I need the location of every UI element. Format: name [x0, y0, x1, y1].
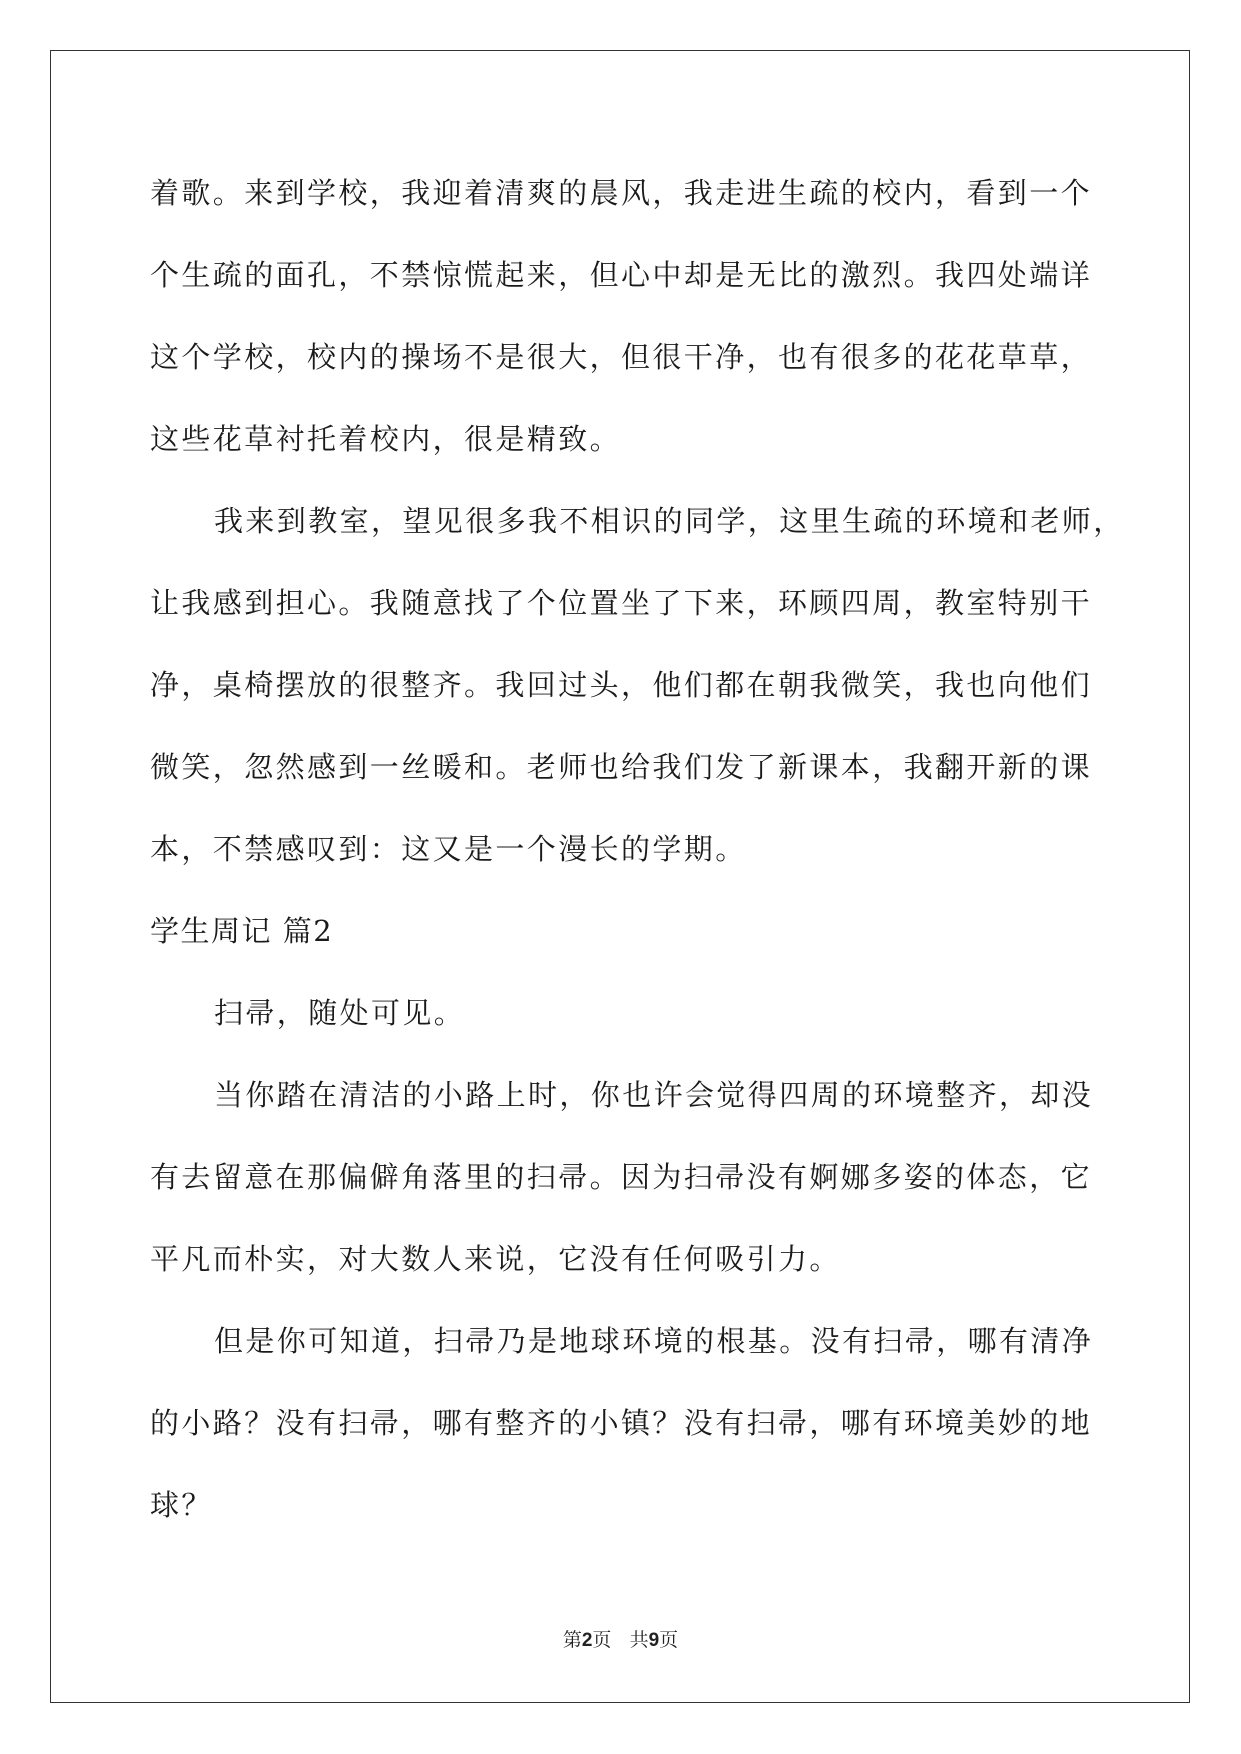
text-line: 净，桌椅摆放的很整齐。我回过头，他们都在朝我微笑，我也向他们: [150, 668, 1093, 702]
text-line: 当你踏在清洁的小路上时，你也许会觉得四周的环境整齐，却没: [214, 1078, 1094, 1112]
text-line: 平凡而朴实，对大数人来说，它没有任何吸引力。: [150, 1242, 841, 1276]
text-line: 的小路？没有扫帚，哪有整齐的小镇？没有扫帚，哪有环境美妙的地: [150, 1406, 1093, 1440]
page-prefix: 第: [562, 1629, 582, 1651]
section-heading: 学生周记 篇2: [150, 914, 334, 948]
text-line: 让我感到担心。我随意找了个位置坐了下来，环顾四周，教室特别干: [150, 586, 1093, 620]
page-suffix: 页: [592, 1629, 612, 1651]
text-line: 扫帚，随处可见。: [214, 996, 466, 1030]
page-footer: [0, 1625, 1241, 1652]
text-line: 我来到教室，望见很多我不相识的同学，这里生疏的环境和老师，: [214, 504, 1125, 538]
text-line: 球？: [150, 1488, 213, 1522]
text-line: 个生疏的面孔，不禁惊慌起来，但心中却是无比的激烈。我四处端详: [150, 258, 1093, 292]
text-line: 本，不禁感叹到：这又是一个漫长的学期。: [150, 832, 747, 866]
total-prefix: 共: [629, 1629, 649, 1651]
total-suffix: 页: [659, 1629, 679, 1651]
text-line: 这些花草衬托着校内，很是精致。: [150, 422, 622, 456]
page-total: 9: [648, 1630, 660, 1651]
text-line: 微笑，忽然感到一丝暖和。老师也给我们发了新课本，我翻开新的课: [150, 750, 1093, 784]
text-line: 这个学校，校内的操场不是很大，但很干净，也有很多的花花草草，: [150, 340, 1093, 374]
page-current: 2: [581, 1630, 593, 1651]
text-line: 有去留意在那偏僻角落里的扫帚。因为扫帚没有婀娜多姿的体态，它: [150, 1160, 1093, 1194]
document-body: [150, 152, 1125, 1546]
text-line: 着歌。来到学校，我迎着清爽的晨风，我走进生疏的校内，看到一个: [150, 176, 1093, 210]
text-line: 但是你可知道，扫帚乃是地球环境的根基。没有扫帚，哪有清净: [214, 1324, 1094, 1358]
